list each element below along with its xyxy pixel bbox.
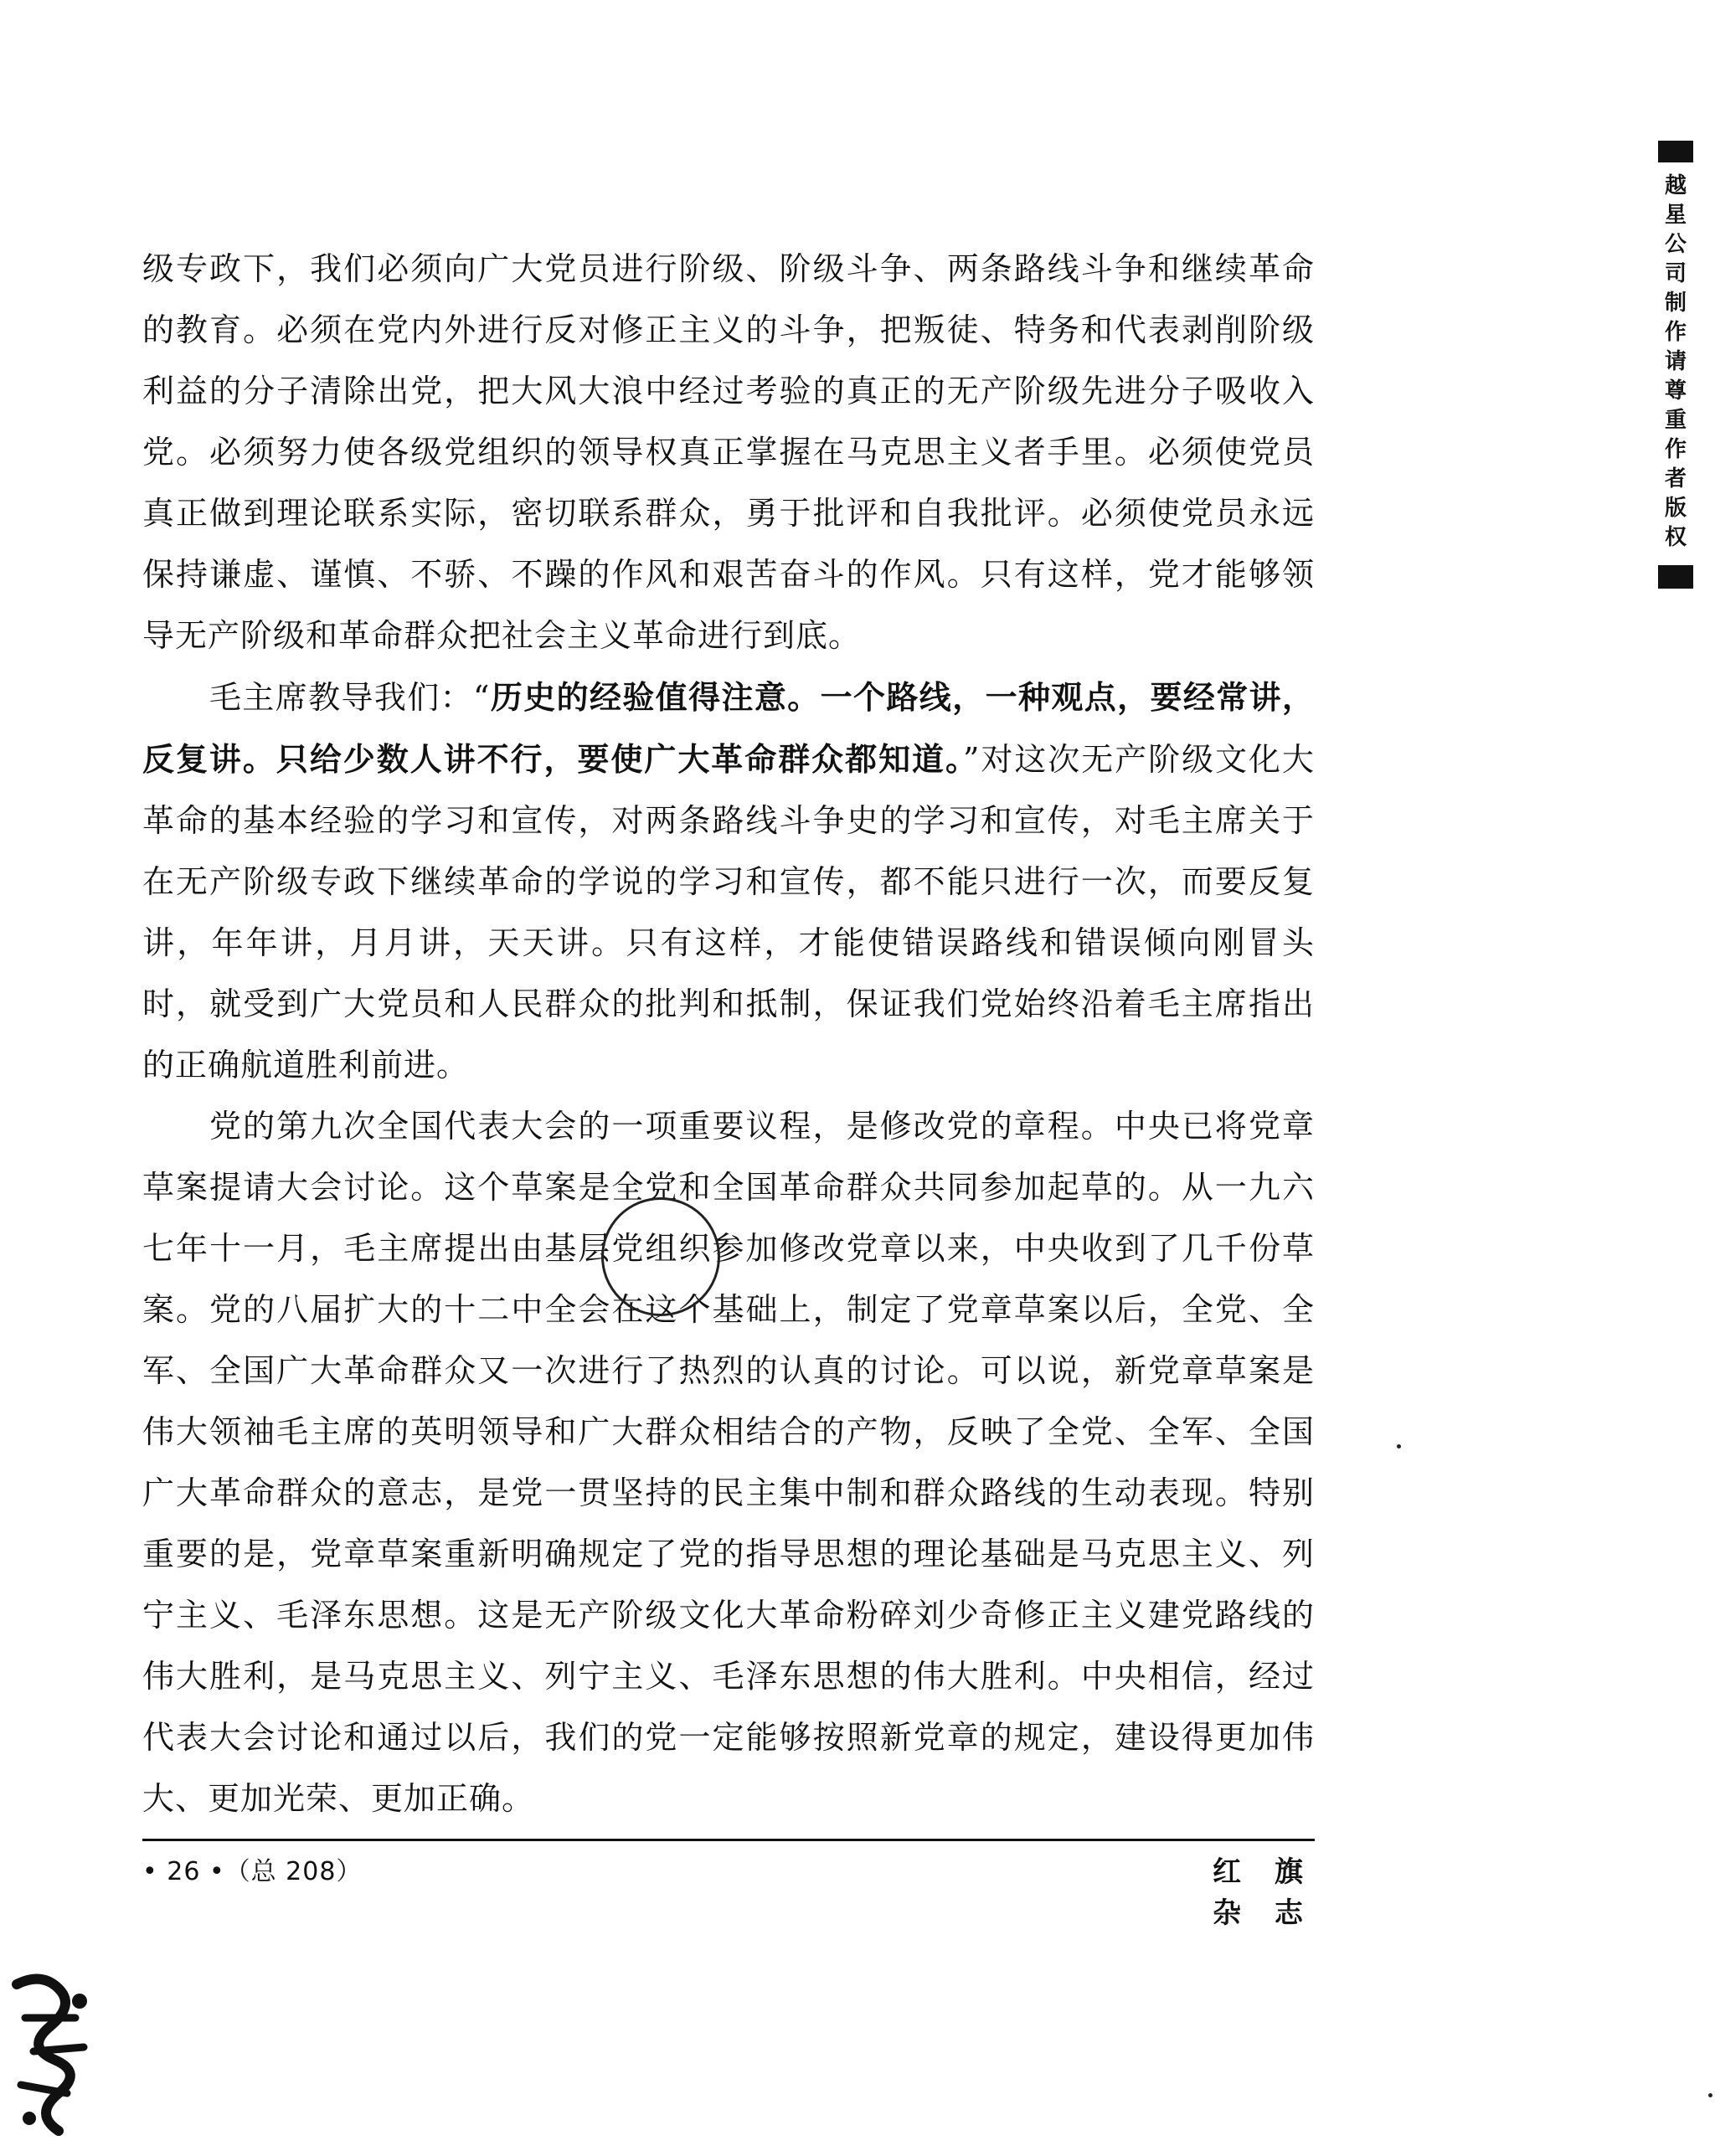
side-copyright-note: 越星公司制作 请尊重作者版权	[1664, 173, 1687, 550]
page-number: • 26 •（总 208）	[142, 1857, 363, 1886]
side-note-bottom-bar	[1658, 565, 1693, 589]
paragraph-text: ”对这次无产阶级文化大革命的基本经验的学习和宣传，对两条路线斗争史的学习和宣传，对毛主席关于在无产阶级专政下继续革命的学说的学习和宣传，都不能只进行一次，而要反复讲，年年讲，月月讲，天天讲。只有这样，才能使错误路线和错误倾向刚冒头时，就受到广大党员和人民群众的批判和抵制，保证我们党始终沿着毛主席指出的正确航道胜利前进。	[142, 741, 1315, 1083]
body-paragraph	[142, 239, 1315, 666]
paragraph-text: 毛主席教导我们：“	[209, 679, 491, 716]
body-paragraph	[142, 666, 1315, 1096]
circle-stamp-mark	[601, 1197, 720, 1316]
side-note-top-bar	[1658, 141, 1693, 162]
footer-rule	[142, 1839, 1315, 1841]
stray-ink-dot	[1708, 2093, 1712, 2097]
stray-ink-dot	[1397, 1444, 1401, 1448]
publication-name: 红 旗 杂 志	[1213, 1855, 1315, 1930]
body-paragraph	[142, 1096, 1315, 1829]
paragraph-text: 党的第九次全国代表大会的一项重要议程，是修改党的章程。中央已将党章草案提请大会讨论。这个草案是全党和全国革命群众共同参加起草的。从一九六七年十一月，毛主席提出由基层党组织参加修改党章以来，中央收到了几千份草案。党的八届扩大的十二中全会在这个基础上，制定了党章草案以后，全党、全军、全国广大革命群众又一次进行了热烈的认真的讨论。可以说，新党章草案是伟大领袖毛主席的英明领导和广大群众相结合的产物，反映了全党、全军、全国广大革命群众的意志，是党一贯坚持的民主集中制和群众路线的生动表现。特别重要的是，党章草案重新明确规定了党的指导思想的理论基础是马克思主义、列宁主义、毛泽东思想。这是无产阶级文化大革命粉碎刘少奇修正主义建党路线的伟大胜利，是马克思主义、列宁主义、毛泽东思想的伟大胜利。中央相信，经过代表大会讨论和通过以后，我们的党一定能够按照新党章的规定，建设得更加伟大、更加光荣、更加正确。	[142, 1108, 1315, 1817]
paragraph-text: 级专政下，我们必须向广大党员进行阶级、阶级斗争、两条路线斗争和继续革命的教育。必须在党内外进行反对修正主义的斗争，把叛徒、特务和代表剥削阶级利益的分子清除出党，把大风大浪中经过考验的真正的无产阶级先进分子吸收入党。必须努力使各级党组织的领导权真正掌握在马克思主义者手里。必须使党员真正做到理论联系实际，密切联系群众，勇于批评和自我批评。必须使党员永远保持谦虚、谨慎、不骄、不躁的作风和艰苦奋斗的作风。只有这样，党才能够领导无产阶级和革命群众把社会主义革命进行到底。	[142, 250, 1315, 654]
seal-logo	[8, 1968, 100, 2143]
article-body	[142, 239, 1315, 1829]
quoted-bold-text: 历史的经验值得注意。一个路线，一种观点，要经常讲，反复讲。只给少数人讲不行，要使广大革命群众都知道。	[142, 678, 1315, 778]
